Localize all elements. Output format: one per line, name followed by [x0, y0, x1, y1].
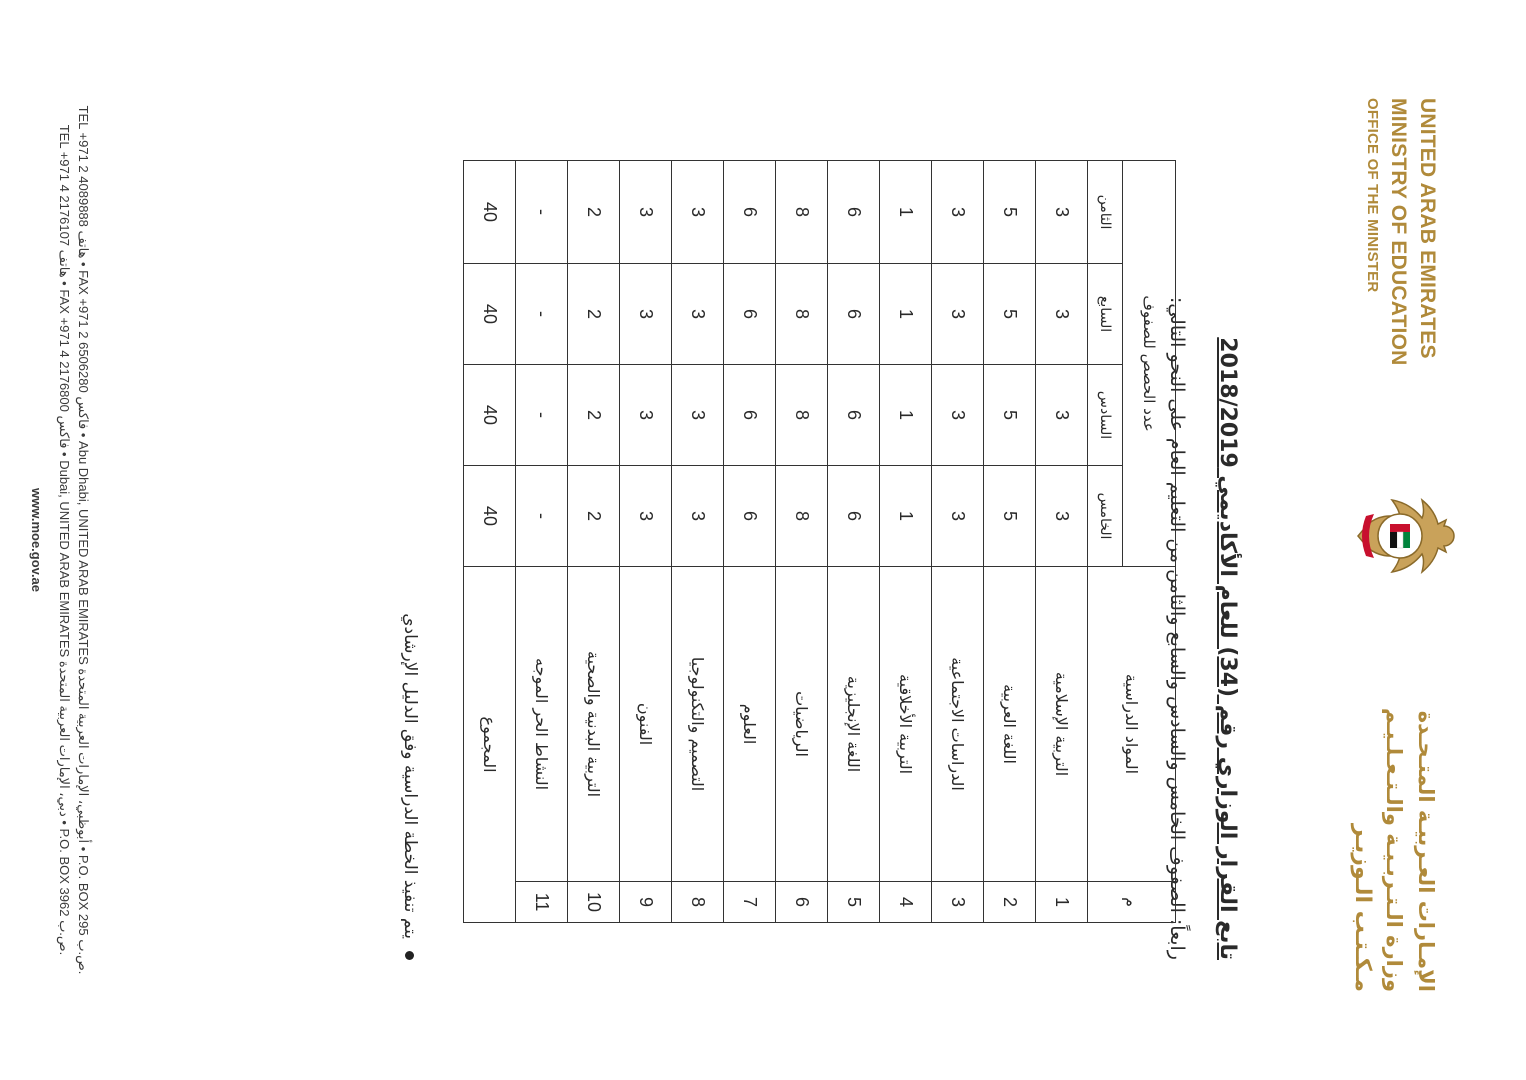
row-grade-8: 3: [672, 161, 724, 264]
row-grade-8: 1: [880, 161, 932, 264]
header-index: م: [1088, 882, 1176, 923]
row-grade-7: 6: [828, 264, 880, 365]
row-grade-7: 8: [776, 264, 828, 365]
row-number: 8: [672, 882, 724, 923]
row-grade-8: 6: [828, 161, 880, 264]
row-grade-7: 1: [880, 264, 932, 365]
total-grade-7: 40: [464, 264, 516, 365]
table-row: [984, 161, 1036, 923]
total-label: المجموع: [464, 567, 516, 923]
row-subject: التصميم والتكنولوجيا: [672, 567, 724, 882]
uae-falcon-emblem-icon: [1352, 486, 1462, 586]
row-grade-6: 8: [776, 365, 828, 466]
row-grade-8: 3: [620, 161, 672, 264]
row-number: 5: [828, 882, 880, 923]
bullet-note-text: يتم تنفيذ الخطة الدراسية وفق الدليل الإرشادي: [400, 613, 420, 939]
document-title: تابع القرار الوزاري رقم (34) للعام الأكاديمي 2018/2019: [1215, 337, 1240, 960]
table-row: [776, 161, 828, 923]
row-grade-5: 8: [776, 466, 828, 567]
row-grade-5: 3: [1036, 466, 1088, 567]
row-subject: اللغة الإنجليزية: [828, 567, 880, 882]
row-grade-6: 3: [620, 365, 672, 466]
row-grade-8: 8: [776, 161, 828, 264]
row-grade-8: 6: [724, 161, 776, 264]
section-heading: رابعاً: الصفوف الخامس والسادس والسابع والثامن من التعليم العام على النحو التالي:: [1166, 296, 1188, 960]
table-row: [932, 161, 984, 923]
header-grade-5: الخامس: [1088, 466, 1123, 567]
row-grade-5: 1: [880, 466, 932, 567]
row-grade-6: 6: [828, 365, 880, 466]
bullet-note: [400, 613, 420, 960]
row-grade-8: 2: [568, 161, 620, 264]
header-grade-8: الثامن: [1088, 161, 1123, 264]
row-subject: النشاط الحر الموجه: [516, 567, 568, 882]
letterhead-en-line1: UNITED ARAB EMIRATES: [1416, 98, 1439, 359]
row-grade-6: 3: [672, 365, 724, 466]
letterhead-english: [1360, 98, 1442, 458]
total-grade-8: 40: [464, 161, 516, 264]
row-grade-7: -: [516, 264, 568, 365]
row-subject: الرياضيات: [776, 567, 828, 882]
row-grade-6: -: [516, 365, 568, 466]
table-row: [568, 161, 620, 923]
row-grade-8: 3: [1036, 161, 1088, 264]
row-grade-5: 3: [672, 466, 724, 567]
letterhead-arabic: [1346, 692, 1442, 992]
row-grade-5: 2: [568, 466, 620, 567]
table-total-row: [464, 161, 516, 923]
row-number: 6: [776, 882, 828, 923]
row-grade-8: 5: [984, 161, 1036, 264]
table-header-row: [1123, 161, 1176, 923]
footer-dubai-line: TEL +971 4 2176107 هاتف • FAX +971 4 2176800 فاكس • Dubai, UNITED ARAB EMIRATES دبي، الإمارات العربية المتحدة • P.O. BOX 3962 ص.ب.: [57, 124, 72, 956]
total-grade-5: 40: [464, 466, 516, 567]
letterhead-ar-line1: الإمـارات العـربيـة المتـحـدة: [1414, 710, 1438, 992]
row-subject: التربية البدنية والصحية: [568, 567, 620, 882]
row-subject: الفنون: [620, 567, 672, 882]
row-subject: العلوم: [724, 567, 776, 882]
row-number: 2: [984, 882, 1036, 923]
row-subject: الدراسات الاجتماعية: [932, 567, 984, 882]
row-grade-7: 6: [724, 264, 776, 365]
row-grade-8: 3: [932, 161, 984, 264]
row-subject: التربية الإسلامية: [1036, 567, 1088, 882]
header-periods-group: عدد الحصص للصفوف: [1123, 161, 1176, 567]
row-subject: اللغة العربية: [984, 567, 1036, 882]
table-row: [828, 161, 880, 923]
letterhead-ar-line3: مـكـتـب الـوزيـر: [1350, 823, 1375, 992]
row-grade-6: 5: [984, 365, 1036, 466]
row-grade-6: 2: [568, 365, 620, 466]
row-grade-5: 6: [828, 466, 880, 567]
row-grade-7: 3: [672, 264, 724, 365]
row-grade-6: 6: [724, 365, 776, 466]
footer-abu-dhabi-line: TEL +971 2 4089888 هاتف • FAX +971 2 6506280 فاكس • Abu Dhabi, UNITED ARAB EMIRATES أبوظبي، الإمارات العربية المتحدة • P.O. BOX 295 ص.ب.: [76, 105, 91, 975]
row-number: 11: [516, 882, 568, 923]
bullet-icon: [406, 951, 415, 960]
row-grade-5: -: [516, 466, 568, 567]
table-row: [516, 161, 568, 923]
letterhead-en-line2: MINISTRY OF EDUCATION: [1387, 98, 1410, 366]
row-number: 4: [880, 882, 932, 923]
row-grade-7: 5: [984, 264, 1036, 365]
row-grade-7: 3: [932, 264, 984, 365]
row-number: 1: [1036, 882, 1088, 923]
table-row: [620, 161, 672, 923]
row-grade-5: 5: [984, 466, 1036, 567]
letterhead-en-line3: OFFICE OF THE MINISTER: [1364, 98, 1381, 293]
row-grade-6: 3: [1036, 365, 1088, 466]
row-grade-6: 1: [880, 365, 932, 466]
row-subject: التربية الأخلاقية: [880, 567, 932, 882]
row-number: 9: [620, 882, 672, 923]
header-grade-6: السادس: [1088, 365, 1123, 466]
row-grade-5: 3: [932, 466, 984, 567]
footer-website[interactable]: www.moe.gov.ae: [29, 487, 44, 593]
row-number: 3: [932, 882, 984, 923]
row-grade-6: 3: [932, 365, 984, 466]
row-grade-8: -: [516, 161, 568, 264]
table-row: [880, 161, 932, 923]
row-grade-7: 3: [620, 264, 672, 365]
table-row: [1036, 161, 1088, 923]
row-grade-5: 6: [724, 466, 776, 567]
row-grade-5: 3: [620, 466, 672, 567]
curriculum-table: [463, 160, 1176, 923]
table-row: [724, 161, 776, 923]
letterhead-ar-line2: وزارة الـتـربـيـة والـتـعـلـيـم: [1382, 707, 1406, 992]
total-grade-6: 40: [464, 365, 516, 466]
table-row: [672, 161, 724, 923]
row-grade-7: 3: [1036, 264, 1088, 365]
row-grade-7: 2: [568, 264, 620, 365]
header-subject: المواد الدراسية: [1088, 567, 1176, 882]
header-grade-7: السابع: [1088, 264, 1123, 365]
row-number: 7: [724, 882, 776, 923]
row-number: 10: [568, 882, 620, 923]
